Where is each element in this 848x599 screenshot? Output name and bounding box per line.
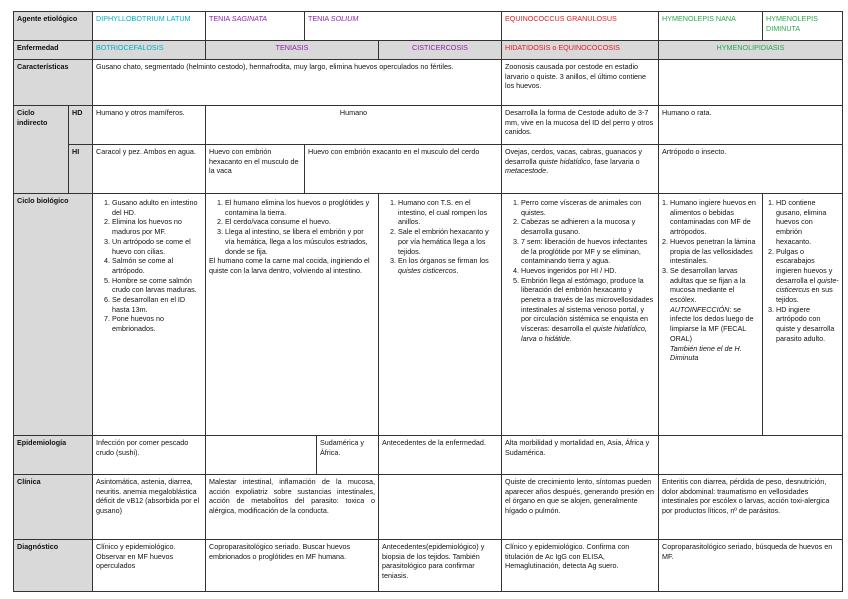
hd-diphyllo-text: Humano y otros mamíferos. [96, 108, 185, 117]
hd-hymen-cell [658, 105, 843, 145]
list-item: 5. Hombre se come salmón crudo con larvas maduras. [112, 276, 202, 295]
hi-echino-mid: , fase larvaria o [590, 156, 640, 166]
hdiminuta-header: HYMENOLEPIS DIMINUTA [766, 14, 818, 33]
saginata-header: SAGINATA [231, 14, 268, 23]
clin-diphyllo-cell [92, 474, 206, 540]
epi-hymen-cell [658, 435, 843, 475]
diagnostico-label: Diagnóstico [17, 542, 59, 551]
hd-label: HD [72, 108, 83, 117]
diag-teniasis-text: Coproparasitológico seriado. Buscar huevos embrionados o proglótides en MF humana. [209, 542, 351, 561]
caracteristicas-echino-text: Zoonosis causada por cestode en estadio larvario o quiste. 3 anillos, el último contiene los huevos. [505, 62, 647, 91]
epidemiologia-label-cell [13, 435, 93, 475]
diag-cisticercosis-cell [378, 539, 502, 592]
saginata-header-cell [205, 11, 305, 41]
hnana-auto-text: : se infecte los dedos luego de limpiarse la MF (FECAL ORAL) [670, 304, 754, 343]
agente-label-cell [13, 11, 93, 41]
ciclo-biologico-label: Ciclo biológico [17, 196, 69, 205]
hi-label-cell [68, 144, 93, 194]
list-item: 1. Humano ingiere huevos en alimentos o bebidas contaminadas con MF de artrópodos. [670, 198, 759, 237]
diag-diphyllo-text: Clínico y epidemiológico. Observar en MF huevos operculados [96, 542, 176, 571]
clin-diphyllo-text: Asintomática, astenia, diarrea, neuritis. anemia megaloblástica déficit de vB12 (absorbida por el gusano) [96, 477, 200, 516]
hd-label-cell [68, 105, 93, 145]
diphyllo-header: DIPHYLLOBOTRIUM LATUM [96, 14, 191, 23]
diag-echino-text: Clínico y epidemiológico. Confirma con titulación de Ac IgG con ELISA, Hemaglutinación, detecta Ag suero. [505, 542, 630, 571]
caracteristicas-tenias-text: Gusano chato, segmentado (helminto cestodo), hermafrodita, muy largo, elimina huevos operculados no fértiles. [96, 62, 454, 71]
hi-saginata-text: Huevo con embrión hexacanto en el musculo de la vaca [209, 147, 299, 176]
hi-echino-metacestode: metacestode [505, 166, 547, 176]
hi-echino-quiste: quiste hidatídico [538, 156, 591, 166]
hi-echino-end: . [546, 166, 549, 176]
list-item: 2. Huevos penetran la lámina propia de las vellosidades intestinales. [670, 237, 759, 266]
epi-solium-cell [316, 435, 379, 475]
agente-label: Agente etiológico [17, 14, 78, 23]
teniasis-label: TENIASIS [275, 43, 309, 52]
solium-item3-italic: quistes cisticercos [398, 265, 457, 275]
hdiminuta-header-cell [762, 11, 843, 41]
epi-diphyllo-text: Infección por comer pescado crudo (sushi). [96, 438, 189, 457]
diag-hymen-cell [658, 539, 843, 592]
hi-hymen-cell [658, 144, 843, 194]
clin-echino-cell [501, 474, 659, 540]
list-item: 2. El cerdo/vaca consume el huevo. [225, 217, 375, 227]
clin-echino-text: Quiste de crecimiento lento, síntomas pueden aparecer años después, generando presión en el órgano en que se alojen, generalmente hígado o pulmón. [505, 477, 655, 516]
hnana-auto-label: AUTOINFECCIÓN [670, 304, 730, 314]
list-item: 3. Llega al intestino, se libera el embrión y por vía hemática, llega a los músculos estriados, donde se fija. [225, 227, 375, 256]
hi-echino-cell [501, 144, 659, 194]
solium-header: SOLIUM [330, 14, 359, 23]
clin-hymen-text: Enteritis con diarrea, pérdida de peso, desnutrición, dolor abdominal: traumatismo en vellosidades intestinales por escólex o larvas, acción toxi-alergica por productos líticos, nº de parásitos. [662, 477, 830, 516]
epi-cisticercosis-text: Antecedentes de la enfermedad. [382, 438, 486, 447]
cb-saginata-list [209, 198, 375, 256]
list-item: 1. Gusano adulto en intestino del HD. [112, 198, 202, 217]
list-item: 1. Perro come vísceras de animales con quistes. [521, 198, 655, 217]
list-item: 3. Se desarrollan larvas adultas que se fijan a la mucosa mediante el escólex. [670, 266, 759, 305]
clin-cisticercosis-cell [378, 474, 502, 540]
hidatidosis-cell [501, 40, 659, 60]
hd-diphyllo-cell [92, 105, 206, 145]
list-item: 1. HD contiene gusano, elimina huevos con embrión hexacanto. [776, 198, 839, 247]
list-item: 3. 7 sem: liberación de huevos infectantes de la proglótide por MF y se eliminan, contaminando tierra y agua. [521, 237, 655, 266]
botrio-cell [92, 40, 206, 60]
hnana-header-cell [658, 11, 763, 41]
list-item: 4. Huevos ingeridos por HI / HD. [521, 266, 655, 276]
tenia-prefix-saginata: TENIA [209, 14, 230, 23]
hi-diphyllo-cell [92, 144, 206, 194]
epi-diphyllo-cell [92, 435, 206, 475]
enfermedad-label: Enfermedad [17, 43, 59, 52]
cb-saginata-tail: El humano come la carne mal cocida, ingiriendo el quiste con la larva dentro, volviendo al intestino. [209, 256, 370, 275]
hnana-header: HYMENOLEPIS NANA [662, 14, 736, 23]
hi-echino-text: Ovejas, cerdos, vacas, cabras, guanacos y desarrolla [505, 147, 643, 166]
hd-echino-text: Desarrolla la forma de Cestode adulto de 3-7 mm, vive en la mucosa del ID del perro y otros canidos. [505, 108, 654, 137]
list-item: 1. Humano con T.S. en el intestino, el cual rompen los anillos. [398, 198, 498, 227]
hnana-also: También tiene el de H. Diminuta [670, 343, 742, 363]
cb-echino-cell [501, 193, 659, 436]
botrio-label: BOTRIOCEFALOSIS [96, 43, 164, 52]
hdim-item2-text: Pulgas o escarabajos ingieren huevos y desarrolla el [776, 246, 833, 285]
list-item: 3. HD ingiere artrópodo con quiste y desarrolla parasito adulto. [776, 305, 839, 344]
solium-item3-end: . [456, 265, 459, 275]
list-item [521, 276, 655, 344]
hi-solium-text: Huevo con embrión exacanto en el musculo del cerdo [308, 147, 480, 156]
echino-header: EQUINOCOCCUS GRANULOSUS [505, 14, 617, 23]
caracteristicas-echino-cell [501, 59, 659, 106]
list-item: 2. Cabezas se adhieren a la mucosa y desarrolla gusano. [521, 217, 655, 236]
hd-echino-cell [501, 105, 659, 145]
cb-hdim-cell [762, 193, 843, 436]
clin-tenias-cell [205, 474, 379, 540]
hi-saginata-cell [205, 144, 305, 194]
clinica-label-cell [13, 474, 93, 540]
hdim-item2-end: en sus tejidos. [776, 285, 833, 305]
cb-echino-list [505, 198, 655, 344]
cb-hnana-cell [658, 193, 763, 436]
tenia-prefix-solium: TENIA [308, 14, 329, 23]
list-item: 2. Elimina los huevos no maduros por MF. [112, 217, 202, 236]
hnana-autoinfeccion [660, 305, 759, 344]
hdim-item2-italic: quiste-cisticercus [776, 275, 839, 295]
cisticercosis-cell [378, 40, 502, 60]
ciclo-indirecto-label-cell [13, 105, 69, 194]
caracteristicas-tenias-cell [92, 59, 502, 106]
list-item: 7. Pone huevos no embrionados. [112, 314, 202, 333]
diag-echino-cell [501, 539, 659, 592]
cb-saginata-cell [205, 193, 379, 436]
hi-diphyllo-text: Caracol y pez. Ambos en agua. [96, 147, 196, 156]
hi-hymen-text: Artrópodo o insecto. [662, 147, 727, 156]
cb-solium-list [382, 198, 498, 276]
cb-solium-cell [378, 193, 502, 436]
clinica-label: Clínica [17, 477, 41, 486]
epi-cisticercosis-cell [378, 435, 502, 475]
diag-diphyllo-cell [92, 539, 206, 592]
hd-hymen-text: Humano o rata. [662, 108, 712, 117]
caracteristicas-label-cell [13, 59, 93, 106]
hd-tenias-text: Humano [339, 108, 368, 117]
enfermedad-label-cell [13, 40, 93, 60]
epi-echino-cell [501, 435, 659, 475]
hd-tenias-cell [205, 105, 502, 145]
hi-solium-cell [304, 144, 502, 194]
himeno-cell [658, 40, 843, 60]
epi-solium-text: Sudamérica y África. [320, 438, 364, 457]
list-item [776, 247, 839, 305]
clin-tenias-text: Malestar intestinal, inflamación de la mucosa, acción expoliatriz sobre sustancias intestinales, acción de metabolitos del parasito: toxica o alérgica, modificación de la conducta. [209, 477, 375, 516]
echino-item5-text: Embrión llega al estómago, produce la liberación del embrión hexacanto y penetra a través de las microvellosidades intestinales al sistema venoso portal, y por circulación sistémica se enquista en vísceras: desarrolla el [521, 275, 654, 334]
list-item: 3. Un artrópodo se come el huevo con cilias. [112, 237, 202, 256]
solium-item3-text: En los órganos se firman los [398, 256, 489, 266]
list-item: 1. El humano elimina los huevos o proglótides y contamina la tierra. [225, 198, 375, 217]
caracteristicas-label: Características [17, 62, 69, 71]
epi-echino-text: Alta morbilidad y mortalidad en, Asia, África y Sudamérica. [505, 438, 650, 457]
cb-diphyllo-list [96, 198, 202, 334]
epidemiologia-label: Epidemiología [17, 438, 67, 447]
cb-hnana-list [660, 198, 759, 305]
ciclo-indirecto-label: Ciclo indirecto [17, 108, 48, 127]
hidatidosis-label: HIDATIDOSIS o EQUINOCOCOSIS [505, 43, 620, 52]
echino-item5-italic: quiste hidatídico, larva o hidátide [521, 324, 647, 343]
himeno-label: HYMENOLIPIDIASIS [716, 43, 785, 52]
diag-teniasis-cell [205, 539, 379, 592]
teniasis-cell [205, 40, 379, 60]
echino-header-cell [501, 11, 659, 41]
list-item: 4. Salmón se come al artrópodo. [112, 256, 202, 275]
ciclo-biologico-label-cell [13, 193, 93, 436]
diag-hymen-text: Coproparasitológico seriado, búsqueda de huevos en MF. [662, 542, 833, 561]
solium-header-cell [304, 11, 502, 41]
list-item [398, 256, 498, 275]
clin-hymen-cell [658, 474, 843, 540]
diag-cisticercosis-text: Antecedentes(epidemiológico) y biopsia de los tejidos. También parasitológico para confirmar teniasis. [382, 542, 485, 581]
cb-diphyllo-cell [92, 193, 206, 436]
list-item: 6. Se desarrollan en el ID hasta 13m. [112, 295, 202, 314]
cisticercosis-label: CISTICERCOSIS [412, 43, 468, 52]
list-item: 2. Sale el embrión hexacanto y por vía hemática llega a los tejidos. [398, 227, 498, 256]
hi-label: HI [72, 147, 80, 156]
diphyllo-header-cell [92, 11, 206, 41]
echino-item5-end: . [569, 333, 572, 343]
epi-saginata-cell [205, 435, 317, 475]
caracteristicas-hymen-cell [658, 59, 843, 106]
diagnostico-label-cell [13, 539, 93, 592]
cb-hdim-list [764, 198, 839, 344]
comparison-table [13, 11, 843, 592]
